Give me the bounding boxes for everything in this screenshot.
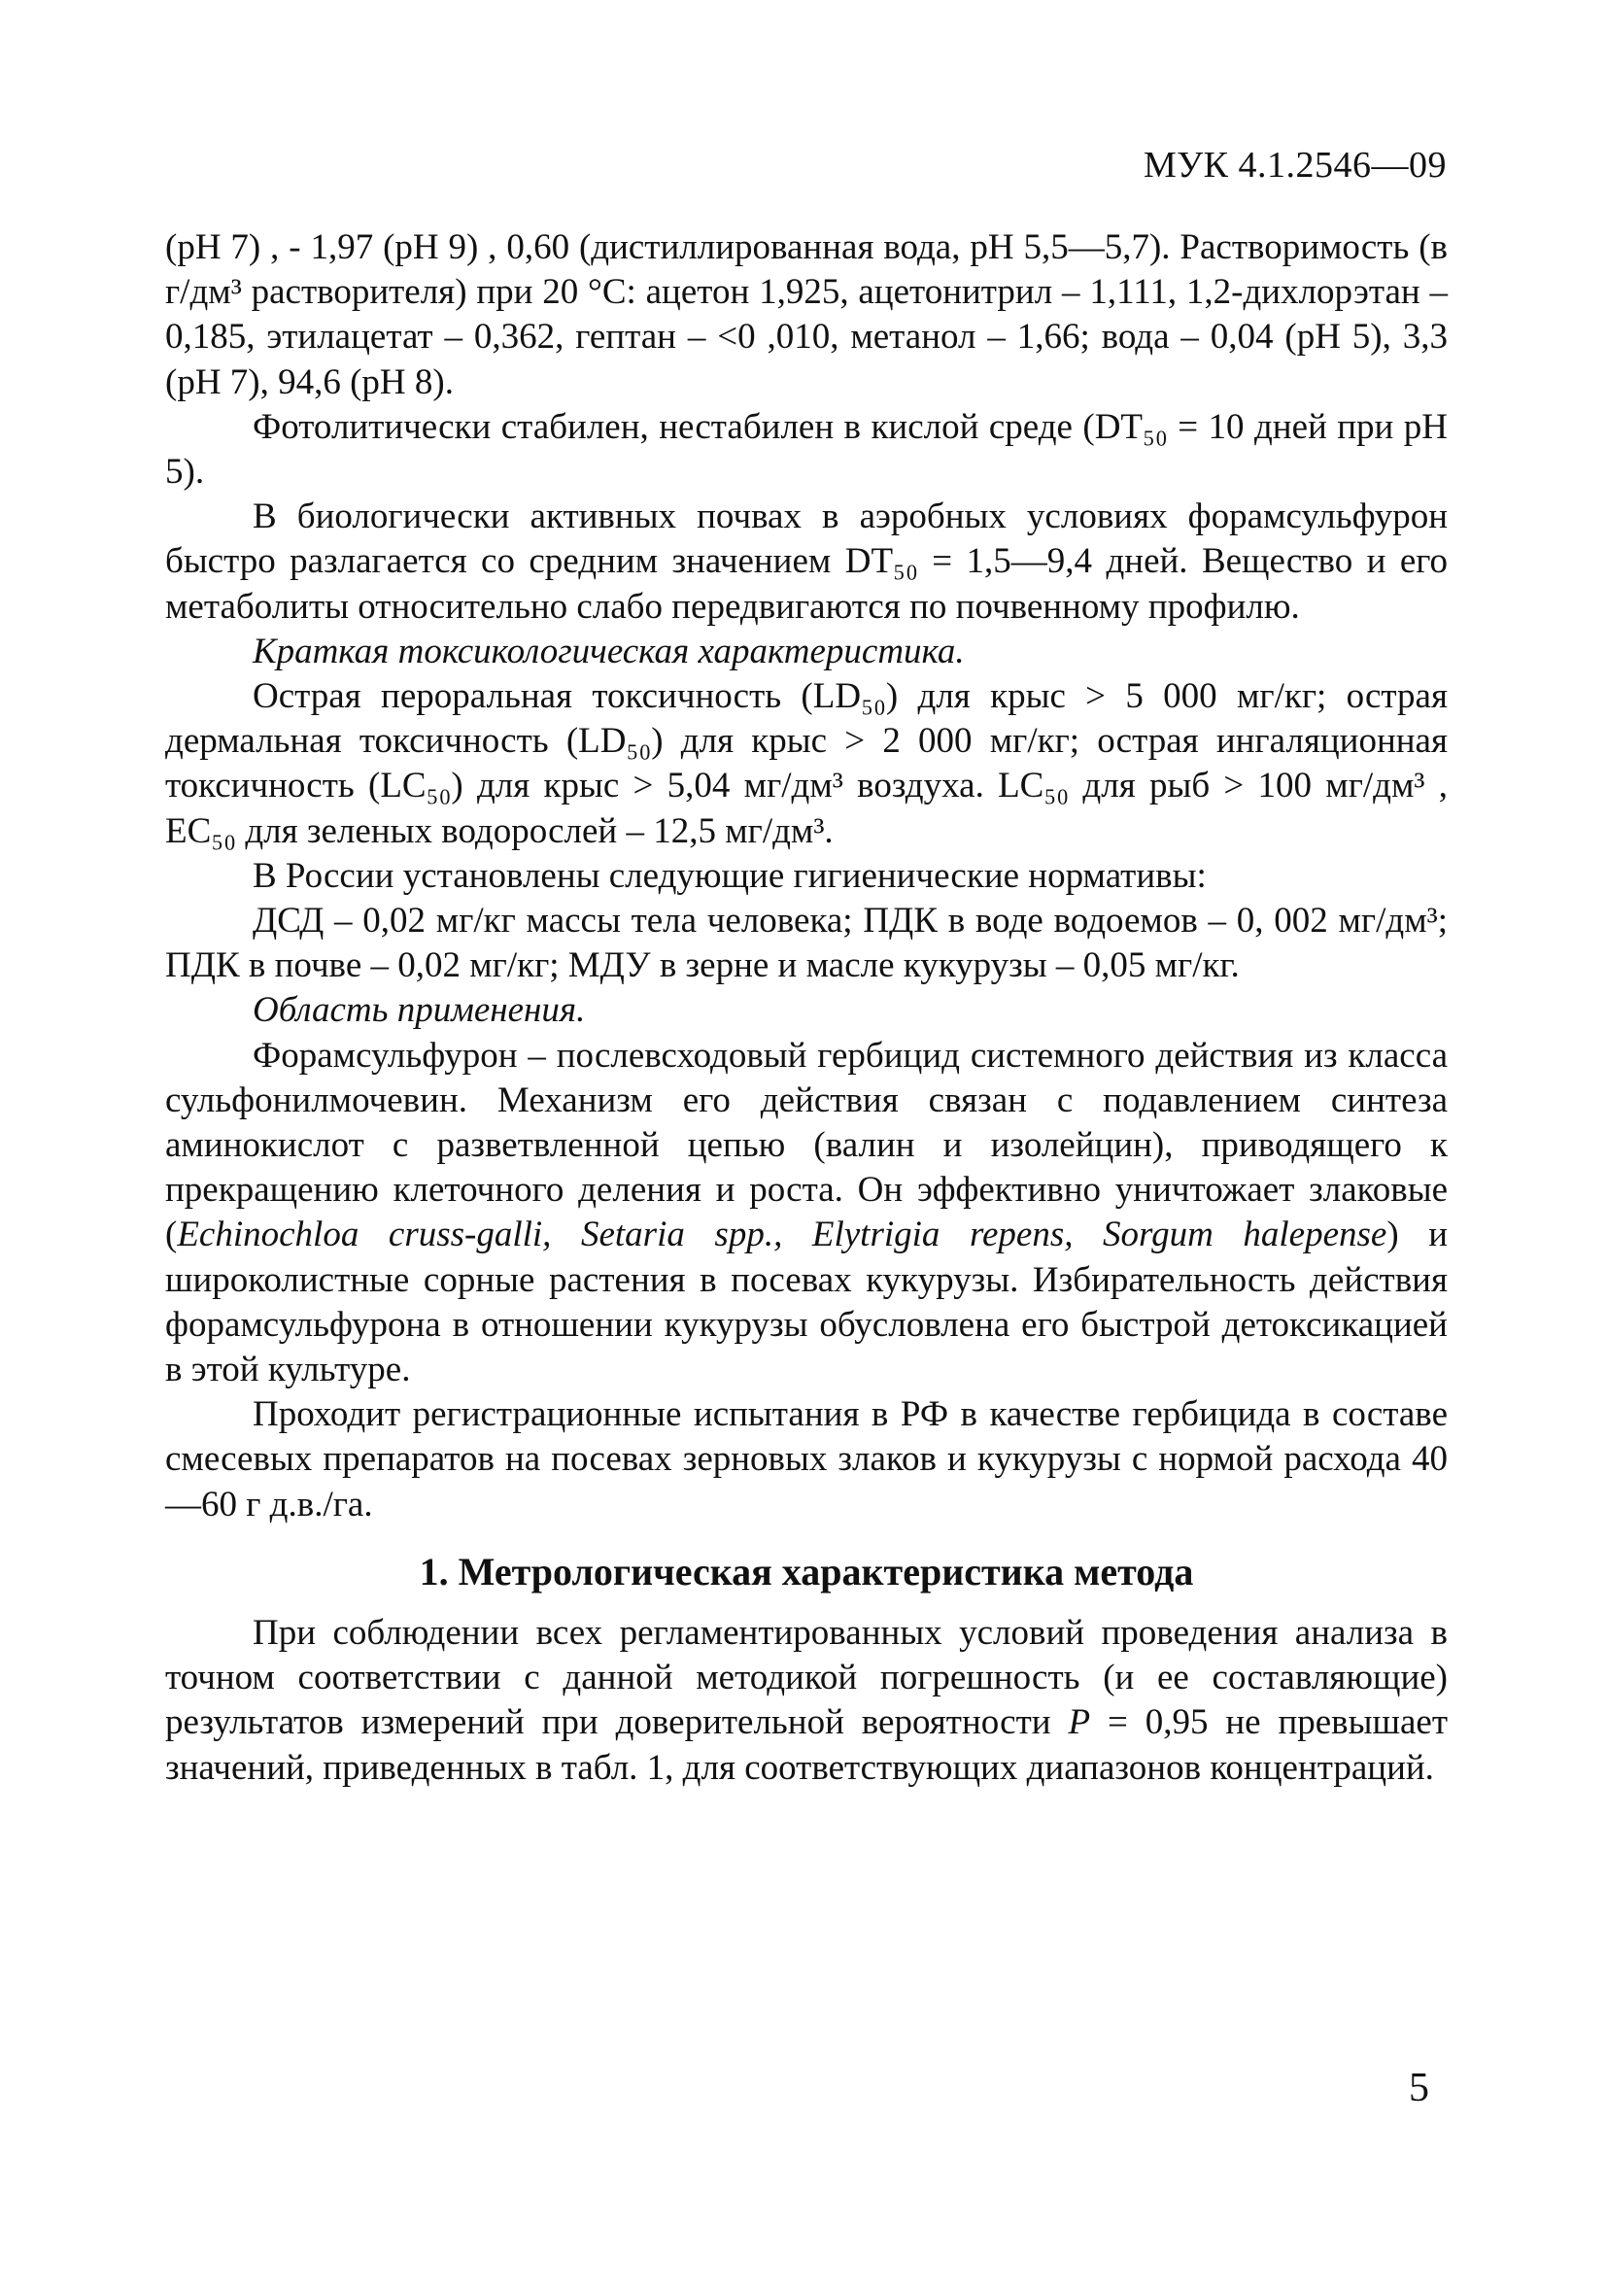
subheading-toxicology: Краткая токсикологическая характеристика. xyxy=(253,631,965,671)
weed-species-latin: Echinochloa cruss-galli, Setaria spp., Elytrigia repens, Sorgum halepense xyxy=(177,1215,1387,1255)
subheading-application: Область применения. xyxy=(253,990,586,1031)
probability-variable: P xyxy=(1068,1702,1091,1743)
herbicide-text-end: ) и широколистные сорные растения в посевах кукурузы. Избирательность действия форамсульфурона в отношении кукурузы обусловлена его быстрой детоксикацией в этой культуре. xyxy=(165,1215,1448,1390)
paragraph-hygiene-intro: В России установлены следующие гигиенические нормативы: xyxy=(253,855,1207,896)
paragraph-toxicity: Острая пероральная токсичность (LD₅₀) для крыс > 5 000 мг/кг; острая дермальная токсичность (LD₅₀) для крыс > 2 000 мг/кг; острая ингаляционная токсичность (LC₅₀) для крыс > 5,04 мг/дм³ воздуха. LC₅₀ для рыб > 100 мг/дм³ , EC₅₀ для зеленых водорослей – 12,5 мг/дм³. xyxy=(165,676,1448,851)
body-text xyxy=(165,225,1448,1791)
paragraph-registration: Проходит регистрационные испытания в РФ в качестве гербицида в составе смесевых препаратов на посевах зерновых злаков и кукурузы с нормой расхода 40—60 г д.в./га. xyxy=(165,1394,1448,1525)
paragraph-soil-degradation: В биологически активных почвах в аэробных условиях форамсульфурон быстро разлагается со средним значением DT₅₀ = 1,5—9,4 дней. Вещество и его метаболиты относительно слабо передвигаются по почвенному профилю. xyxy=(165,497,1448,627)
page-number: 5 xyxy=(1409,2066,1429,2110)
paragraph-photolysis: Фотолитически стабилен, нестабилен в кислой среде (DT₅₀ = 10 дней при pH 5). xyxy=(165,406,1448,493)
document-code-header: МУК 4.1.2546—09 xyxy=(1143,145,1447,186)
metrology-text-start: При соблюдении всех регламентированных условий проведения анализа в точном соответствии с данной методикой погрешность (и ее составляющие) результатов измерений при доверительной вероятности xyxy=(165,1612,1448,1743)
paragraph-solubility: (pH 7) , - 1,97 (pH 9) , 0,60 (дистиллированная вода, pH 5,5—5,7). Растворимость (в г/дм³ растворителя) при 20 °C: ацетон 1,925, ацетонитрил – 1,111, 1,2-дихлорэтан – 0,185, этилацетат – 0,362, гептан – <0 ,010, метанол – 1,66; вода – 0,04 (pH 5), 3,3 (pH 7), 94,6 (pH 8). xyxy=(165,227,1448,402)
paragraph-metrology xyxy=(165,1611,1448,1791)
paragraph-herbicide-description xyxy=(165,1034,1448,1393)
metrology-text-end: = 0,95 не превышает значений, приведенных в табл. 1, для соответствующих диапазонов концентраций. xyxy=(165,1702,1449,1788)
section-heading-metrology: 1. Метрологическая характеристика метода xyxy=(419,1549,1194,1593)
paragraph-hygiene-norms: ДСД – 0,02 мг/кг массы тела человека; ПДК в воде водоемов – 0, 002 мг/дм³; ПДК в почве – 0,02 мг/кг; МДУ в зерне и масле кукурузы – 0,05 мг/кг. xyxy=(165,901,1448,986)
herbicide-text-start: Форамсульфурон – послевсходовый гербицид системного действия из класса сульфонилмочевин. Механизм его действия связан с подавлением синтеза аминокислот с разветвленной цепью (валин и изолейцин), приводящего к прекращению клеточного деления и роста. Он эффективно уничтожает злаковые ( xyxy=(165,1035,1448,1255)
